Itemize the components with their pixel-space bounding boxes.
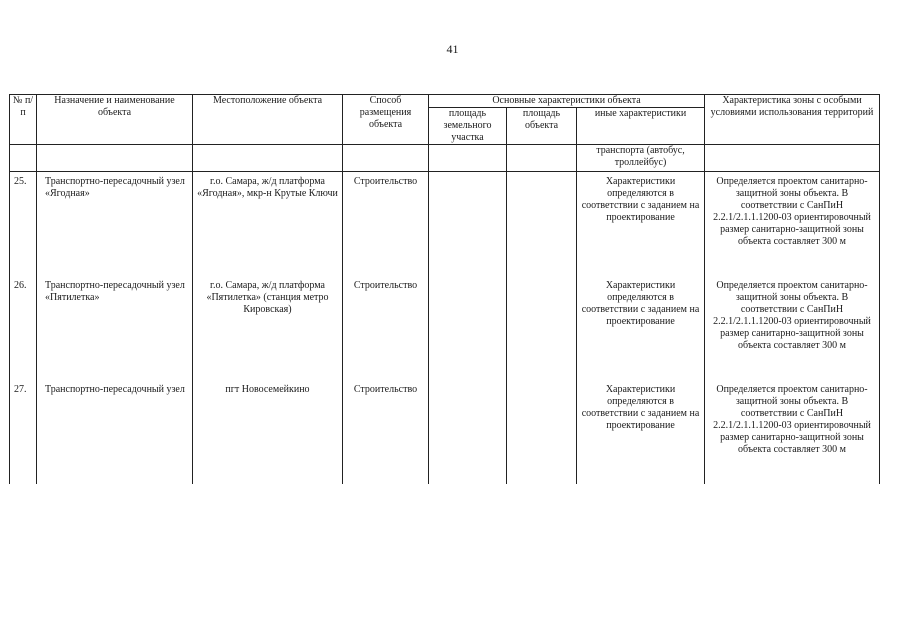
row-method: Строительство (343, 380, 429, 484)
row-plot-area (429, 276, 507, 380)
row-location: г.о. Самара, ж/д платформа «Пятилетка» (станция метро Кировская) (193, 276, 343, 380)
continuation-other-characteristics: транспорта (автобус, троллейбус) (577, 145, 705, 172)
header-location: Местоположение объекта (193, 95, 343, 145)
header-num: № п/п (10, 95, 37, 145)
header-method: Способ размещения объекта (343, 95, 429, 145)
row-zone: Определяется проектом санитарно-защитной зоны объекта. В соответствии с СанПиН 2.2.1/2.1.1.1200-03 ориентировочный размер санитарно-защитной зоны объекта составляет 300 м (705, 276, 880, 380)
table-row (10, 380, 880, 484)
row-location: г.о. Самара, ж/д платформа «Ягодная», мкр-н Крутые Ключи (193, 172, 343, 277)
continuation-row (10, 145, 880, 172)
row-location: пгт Новосемейкино (193, 380, 343, 484)
header-other-characteristics: иные характеристики (577, 108, 705, 145)
row-object-area (507, 380, 577, 484)
row-name: Транспортно-пересадочный узел «Пятилетка» (37, 276, 193, 380)
row-object-area (507, 172, 577, 277)
row-method: Строительство (343, 276, 429, 380)
row-other-characteristics: Характеристики определяются в соответствии с заданием на проектирование (577, 380, 705, 484)
header-object-area: площадь объекта (507, 108, 577, 145)
row-other-characteristics: Характеристики определяются в соответствии с заданием на проектирование (577, 276, 705, 380)
header-main-characteristics: Основные характеристики объекта (429, 95, 705, 108)
row-object-area (507, 276, 577, 380)
row-num: 25. (10, 172, 37, 277)
row-method: Строительство (343, 172, 429, 277)
row-other-characteristics: Характеристики определяются в соответствии с заданием на проектирование (577, 172, 705, 277)
row-zone: Определяется проектом санитарно-защитной зоны объекта. В соответствии с СанПиН 2.2.1/2.1.1.1200-03 ориентировочный размер санитарно-защитной зоны объекта составляет 300 м (705, 172, 880, 277)
row-zone: Определяется проектом санитарно-защитной зоны объекта. В соответствии с СанПиН 2.2.1/2.1.1.1200-03 ориентировочный размер санитарно-защитной зоны объекта составляет 300 м (705, 380, 880, 484)
row-num: 26. (10, 276, 37, 380)
row-name: Транспортно-пересадочный узел «Ягодная» (37, 172, 193, 277)
header-zone: Характеристика зоны с особыми условиями использования территорий (705, 95, 880, 145)
row-name: Транспортно-пересадочный узел (37, 380, 193, 484)
row-num: 27. (10, 380, 37, 484)
page-number: 41 (446, 42, 459, 56)
objects-table (9, 94, 880, 484)
header-plot-area: площадь земельного участка (429, 108, 507, 145)
table-row (10, 276, 880, 380)
row-plot-area (429, 172, 507, 277)
header-name: Назначение и наименование объекта (37, 95, 193, 145)
row-plot-area (429, 380, 507, 484)
table-row (10, 172, 880, 277)
